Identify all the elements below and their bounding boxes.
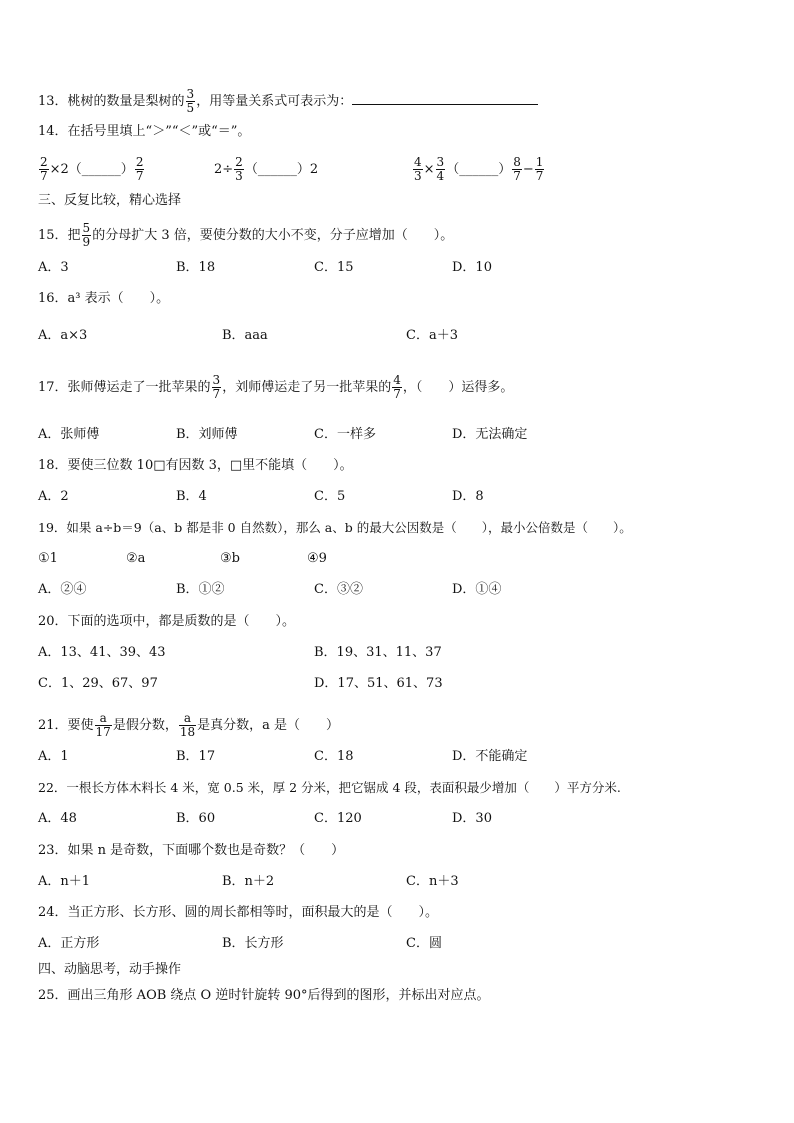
option-c[interactable]: C．③② (314, 582, 363, 597)
option-c[interactable]: C．120 (314, 811, 362, 826)
choice-item: ①1 (38, 551, 58, 566)
question-18: 18．要使三位数 10□有因数 3，□里不能填（ ）。 (38, 458, 353, 473)
question-25: 25．画出三角形 AOB 绕点 O 逆时针旋转 90°后得到的图形，并标出对应点。 (38, 988, 490, 1003)
option-a[interactable]: A．②④ (38, 582, 87, 597)
option-d[interactable]: D．不能确定 (452, 749, 528, 764)
question-13: 13．桃树的数量是梨树的 $\frac{3}{5}$ ，用等量关系式可表示为： (38, 88, 538, 115)
option-b[interactable]: B．刘师傅 (176, 427, 238, 442)
option-c[interactable]: C．一样多 (314, 427, 376, 442)
section-heading-4: 四、动脑思考，动手操作 (38, 962, 182, 977)
option-b[interactable]: B．19、31、11、37 (314, 645, 442, 660)
option-a[interactable]: A．2 (38, 489, 69, 504)
comparison-2[interactable]: 2÷ $\frac{2}{3}$ （______）2 (214, 155, 319, 183)
option-d[interactable]: D．30 (452, 811, 492, 826)
choice-item: ③b (220, 551, 240, 566)
section-heading-3: 三、反复比较，精心选择 (38, 193, 182, 208)
question-21: 21．要使 $\frac{a}{17}$ 是假分数， $\frac{a}{18}$ 是真分数，a 是（ ） (38, 711, 340, 739)
option-c[interactable]: C．18 (314, 749, 354, 764)
option-c[interactable]: C．1、29、67、97 (38, 676, 158, 691)
option-a[interactable]: A．张师傅 (38, 427, 100, 442)
option-a[interactable]: A．3 (38, 260, 69, 275)
option-a[interactable]: A．a×3 (38, 328, 88, 343)
option-a[interactable]: A．正方形 (38, 936, 100, 951)
option-d[interactable]: D．①④ (452, 582, 502, 597)
option-d[interactable]: D．17、51、61、73 (314, 676, 443, 691)
comparison-3[interactable]: $\frac{4}{3}$ × $\frac{3}{4}$ （______） $\frac{8}{7}$ − $\frac{1}{7}$ (414, 155, 544, 183)
option-d[interactable]: D．10 (452, 260, 492, 275)
question-15: 15．把 $\frac{5}{9}$ 的分母扩大 3 倍，要使分数的大小不变，分子应增加（ ）。 (38, 221, 454, 249)
option-c[interactable]: C．n＋3 (406, 874, 459, 889)
option-c[interactable]: C．5 (314, 489, 346, 504)
choice-item: ④9 (307, 551, 327, 566)
option-a[interactable]: A．1 (38, 749, 69, 764)
option-a[interactable]: A．n＋1 (38, 874, 91, 889)
question-20: 20．下面的选项中，都是质数的是（ ）。 (38, 614, 296, 629)
option-b[interactable]: B．①② (176, 582, 225, 597)
question-16: 16．a³ 表示（ ）。 (38, 291, 170, 306)
answer-blank[interactable] (352, 104, 538, 105)
fraction: $\frac{3}{5}$ (186, 87, 195, 115)
option-b[interactable]: B．17 (176, 749, 216, 764)
question-22: 22．一根长方体木料长 4 米，宽 0.5 米，厚 2 分米，把它锯成 4 段，表面积最少增加（ ）平方分米. (38, 780, 621, 795)
question-19: 19．如果 a÷b＝9（a、b 都是非 0 自然数），那么 a、b 的最大公因数是（ ），最小公倍数是（ ）。 (38, 520, 632, 535)
question-17: 17．张师傅运走了一批苹果的 $\frac{3}{7}$ ，刘师傅运走了另一批苹果的 $\frac{4}{7}$ ，（ ）运得多。 (38, 373, 514, 401)
option-b[interactable]: B．aaa (222, 328, 268, 343)
option-c[interactable]: C．圆 (406, 936, 442, 951)
question-14-stem: 14．在括号里填上“＞”“＜”或“＝”。 (38, 124, 251, 139)
option-b[interactable]: B．60 (176, 811, 216, 826)
option-b[interactable]: B．18 (176, 260, 216, 275)
question-23: 23．如果 n 是奇数，下面哪个数也是奇数？（ ） (38, 843, 345, 858)
question-24: 24．当正方形、长方形、圆的周长都相等时，面积最大的是（ ）。 (38, 905, 439, 920)
option-b[interactable]: B．4 (176, 489, 207, 504)
option-c[interactable]: C．15 (314, 260, 354, 275)
option-a[interactable]: A．48 (38, 811, 77, 826)
option-a[interactable]: A．13、41、39、43 (38, 645, 166, 660)
option-d[interactable]: D．8 (452, 489, 484, 504)
comparison-1[interactable]: $\frac{2}{7}$ ×2（______） $\frac{2}{7}$ (40, 155, 144, 183)
option-d[interactable]: D．无法确定 (452, 427, 528, 442)
choice-item: ②a (126, 551, 146, 566)
option-b[interactable]: B．n＋2 (222, 874, 275, 889)
option-c[interactable]: C．a＋3 (406, 328, 458, 343)
option-b[interactable]: B．长方形 (222, 936, 284, 951)
